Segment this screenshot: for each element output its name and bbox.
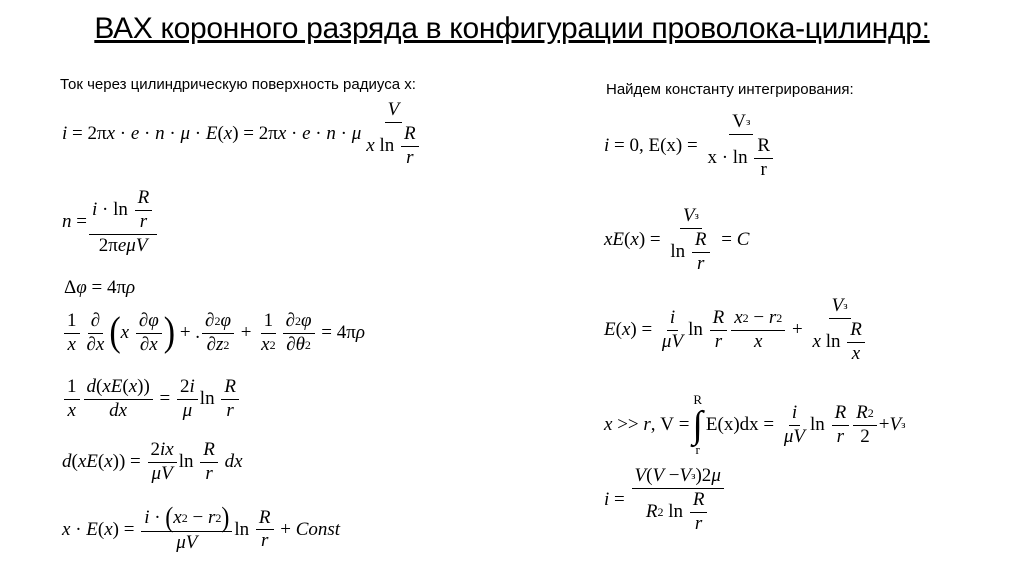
equation-boundary: i = 0, E(x) = V з x · ln $\frac{R}{r}$ — [604, 112, 780, 181]
equation-integrated: x · E ( x ) = i · ( x 2 − r 2 ) μV ln $\frac{R}{r}$ + Const — [62, 502, 341, 553]
equation-field: E ( x ) = $\frac{i}{\mu V}$ ln $\frac{R}{r}$ x 2 − r 2 x + V з x ln $\frac{R}{x}$ — [604, 296, 872, 365]
equation-voltage: x >> r , V = R ∫ r E(x)dx = $\frac{i}{\mu V}$ ln $\frac{R}{r}$ R 2 2 + V з — [604, 392, 906, 458]
equation-gauss: $\frac{1}{x}$ d ( xE ( x )) dx = 2 i μ ln $\frac{R}{r}$ — [62, 376, 241, 422]
equation-poisson: Δφ = 4πρ — [64, 277, 136, 298]
equation-differential: d ( xE ( x )) = 2 ix μV ln $\frac{R}{r}$ dx — [62, 439, 243, 484]
equation-current: i = 2π x · e · n · μ · E ( x ) = 2π x · e · n · μ V x ln $\frac{R}{r}$ — [62, 100, 426, 169]
right-caption: Найдем константу интегрирования: — [606, 81, 854, 98]
equation-constant: xE ( x ) = V з ln $\frac{R}{r}$ = C — [604, 205, 750, 274]
equation-vac: i = V ( V − V з )2 μ R 2 ln $\frac{R}{r}$ — [604, 466, 726, 535]
equation-density: n = i · ln $\frac{R}{r}$ 2π eμV — [62, 188, 159, 257]
equation-laplacian: $\frac{1}{x}$ ∂ ∂ x ( x ∂ φ ∂ x ) + . ∂ 2 φ ∂ z 2 + 1 x 2 ∂ 2 φ ∂ θ 2 = 4π ρ — [62, 310, 365, 356]
slide-title: ВАХ коронного разряда в конфигурации проволока-цилиндр: — [94, 12, 930, 45]
left-caption: Ток через цилиндрическую поверхность радиуса x: — [60, 76, 416, 93]
